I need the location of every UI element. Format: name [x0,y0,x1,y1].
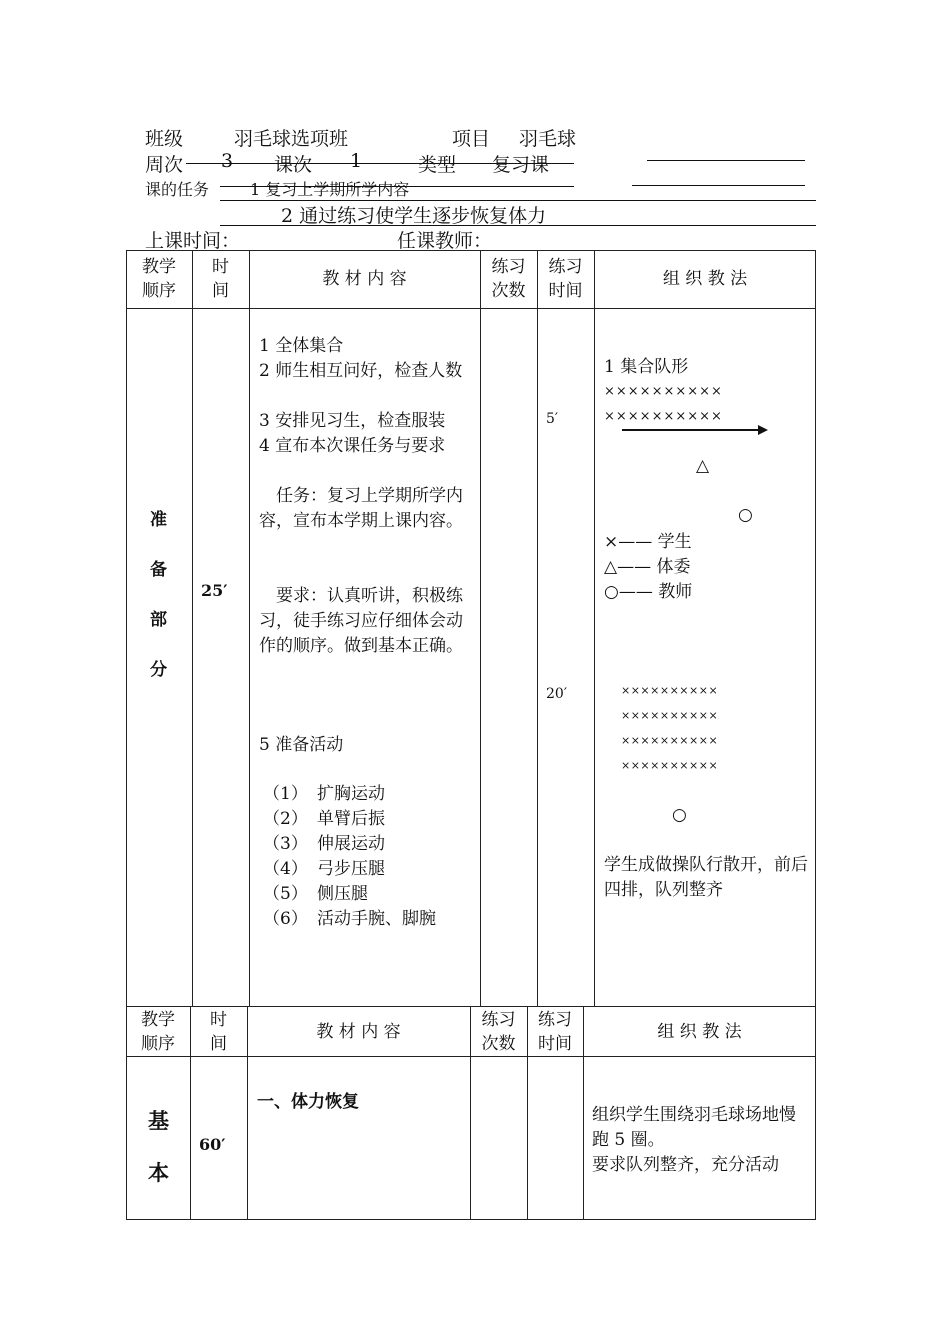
header2-practice-time: 练习 时间 [538,1010,572,1054]
basic-duration: 60′ [199,1135,226,1154]
prep-content-2: 2 师生相互问好，检查人数 [259,361,463,381]
activity-num-6: （6） [263,909,308,929]
practice-time-2: 20′ [546,686,567,702]
prep-duration: 25′ [201,581,228,600]
formation-row-2: ×××××××××× [604,409,723,424]
class-value: 羽毛球选项班 [234,128,349,150]
class-leader-triangle-icon: △ [696,456,710,476]
prep-section-char-3: 部 [150,610,167,630]
direction-arrow-icon [622,422,772,438]
prep-task: 任务：复习上学期所学内容，宣布本学期上课内容。 [259,486,463,531]
task-label: 课的任务 [145,180,210,199]
prep-warmup-title: 5 准备活动 [259,735,344,755]
formation-note: 学生成做操队行散开，前后四排，队列整齐 [604,855,808,900]
header-practice-time: 练习 时间 [548,257,583,301]
prep-content-1: 1 全体集合 [259,336,344,356]
task-2: 2 通过练习使学生逐步恢复体力 [281,205,547,227]
basic-section-char-1: 基 [148,1108,169,1133]
lesson-value: 1 [350,150,363,172]
basic-method-2: 要求队列整齐，充分活动 [592,1155,779,1175]
prep-section-char-2: 备 [150,560,167,580]
header-order: 教学 顺序 [142,257,176,301]
basic-section-char-2: 本 [148,1160,169,1185]
class-label: 班级 [145,128,184,150]
project-value: 羽毛球 [519,128,577,150]
teacher-circle-icon-2: ○ [672,805,687,825]
header2-content: 教 材 内 容 [316,1022,401,1042]
legend-teacher: ○—— 教师 [604,582,693,602]
prep-section-char-1: 准 [150,510,167,530]
type-label: 类型 [418,154,457,176]
header2-method: 组 织 教 法 [657,1022,742,1042]
activity-num-3: （3） [263,834,308,854]
activity-name-6: 活动手腕、脚腕 [317,909,436,929]
type-value: 复习课 [492,154,550,176]
activity-num-4: （4） [263,859,308,879]
formation-title: 1 集合队形 [604,357,689,377]
activity-num-1: （1） [263,784,308,804]
lesson-label: 课次 [274,154,313,176]
legend-student: ×—— 学生 [604,532,692,552]
header2-time: 时 间 [210,1010,227,1054]
exercise-row-3: ×××××××××× [621,734,719,747]
header2-reps: 练习 次数 [481,1010,516,1054]
formation-row-1: ×××××××××× [604,384,723,399]
activity-name-2: 单臂后振 [317,809,385,829]
blank-line-1 [647,160,805,161]
week-label: 周次 [145,154,184,176]
week-value: 3 [221,150,234,172]
prep-section-char-4: 分 [150,660,167,680]
blank-line-2 [632,185,805,186]
header-content: 教 材 内 容 [322,269,407,289]
header2-order: 教学 顺序 [141,1010,175,1054]
activity-name-3: 伸展运动 [317,834,385,854]
activity-num-2: （2） [263,809,308,829]
task-1: 1 复习上学期所学内容 [250,180,410,199]
exercise-row-4: ×××××××××× [621,759,719,772]
exercise-row-2: ×××××××××× [621,709,719,722]
class-time-label: 上课时间： [145,230,241,252]
teacher-circle-icon: ○ [738,505,753,525]
project-label: 项目 [452,128,491,150]
underline-task-2 [220,225,816,226]
prep-requirement: 要求：认真听讲，积极练习，徒手练习应仔细体会动作的顺序。做到基本正确。 [259,586,463,656]
activity-num-5: （5） [263,884,308,904]
activity-name-5: 侧压腿 [317,884,368,904]
activity-name-4: 弓步压腿 [317,859,385,879]
prep-content-3: 3 安排见习生，检查服装 [259,411,446,431]
header-time: 时 间 [212,257,229,301]
header-reps: 练习 次数 [491,257,526,301]
prep-content-4: 4 宣布本次课任务与要求 [259,436,446,456]
basic-content-title: 一、体力恢复 [257,1092,359,1112]
activity-name-1: 扩胸运动 [317,784,385,804]
teacher-label: 任课教师： [397,230,493,252]
practice-time-1: 5′ [546,411,559,427]
exercise-row-1: ×××××××××× [621,684,719,697]
header-method: 组 织 教 法 [662,269,748,289]
legend-class-leader: △—— 体委 [604,557,691,577]
basic-method: 组织学生围绕羽毛球场地慢跑 5 圈。 [592,1105,796,1150]
